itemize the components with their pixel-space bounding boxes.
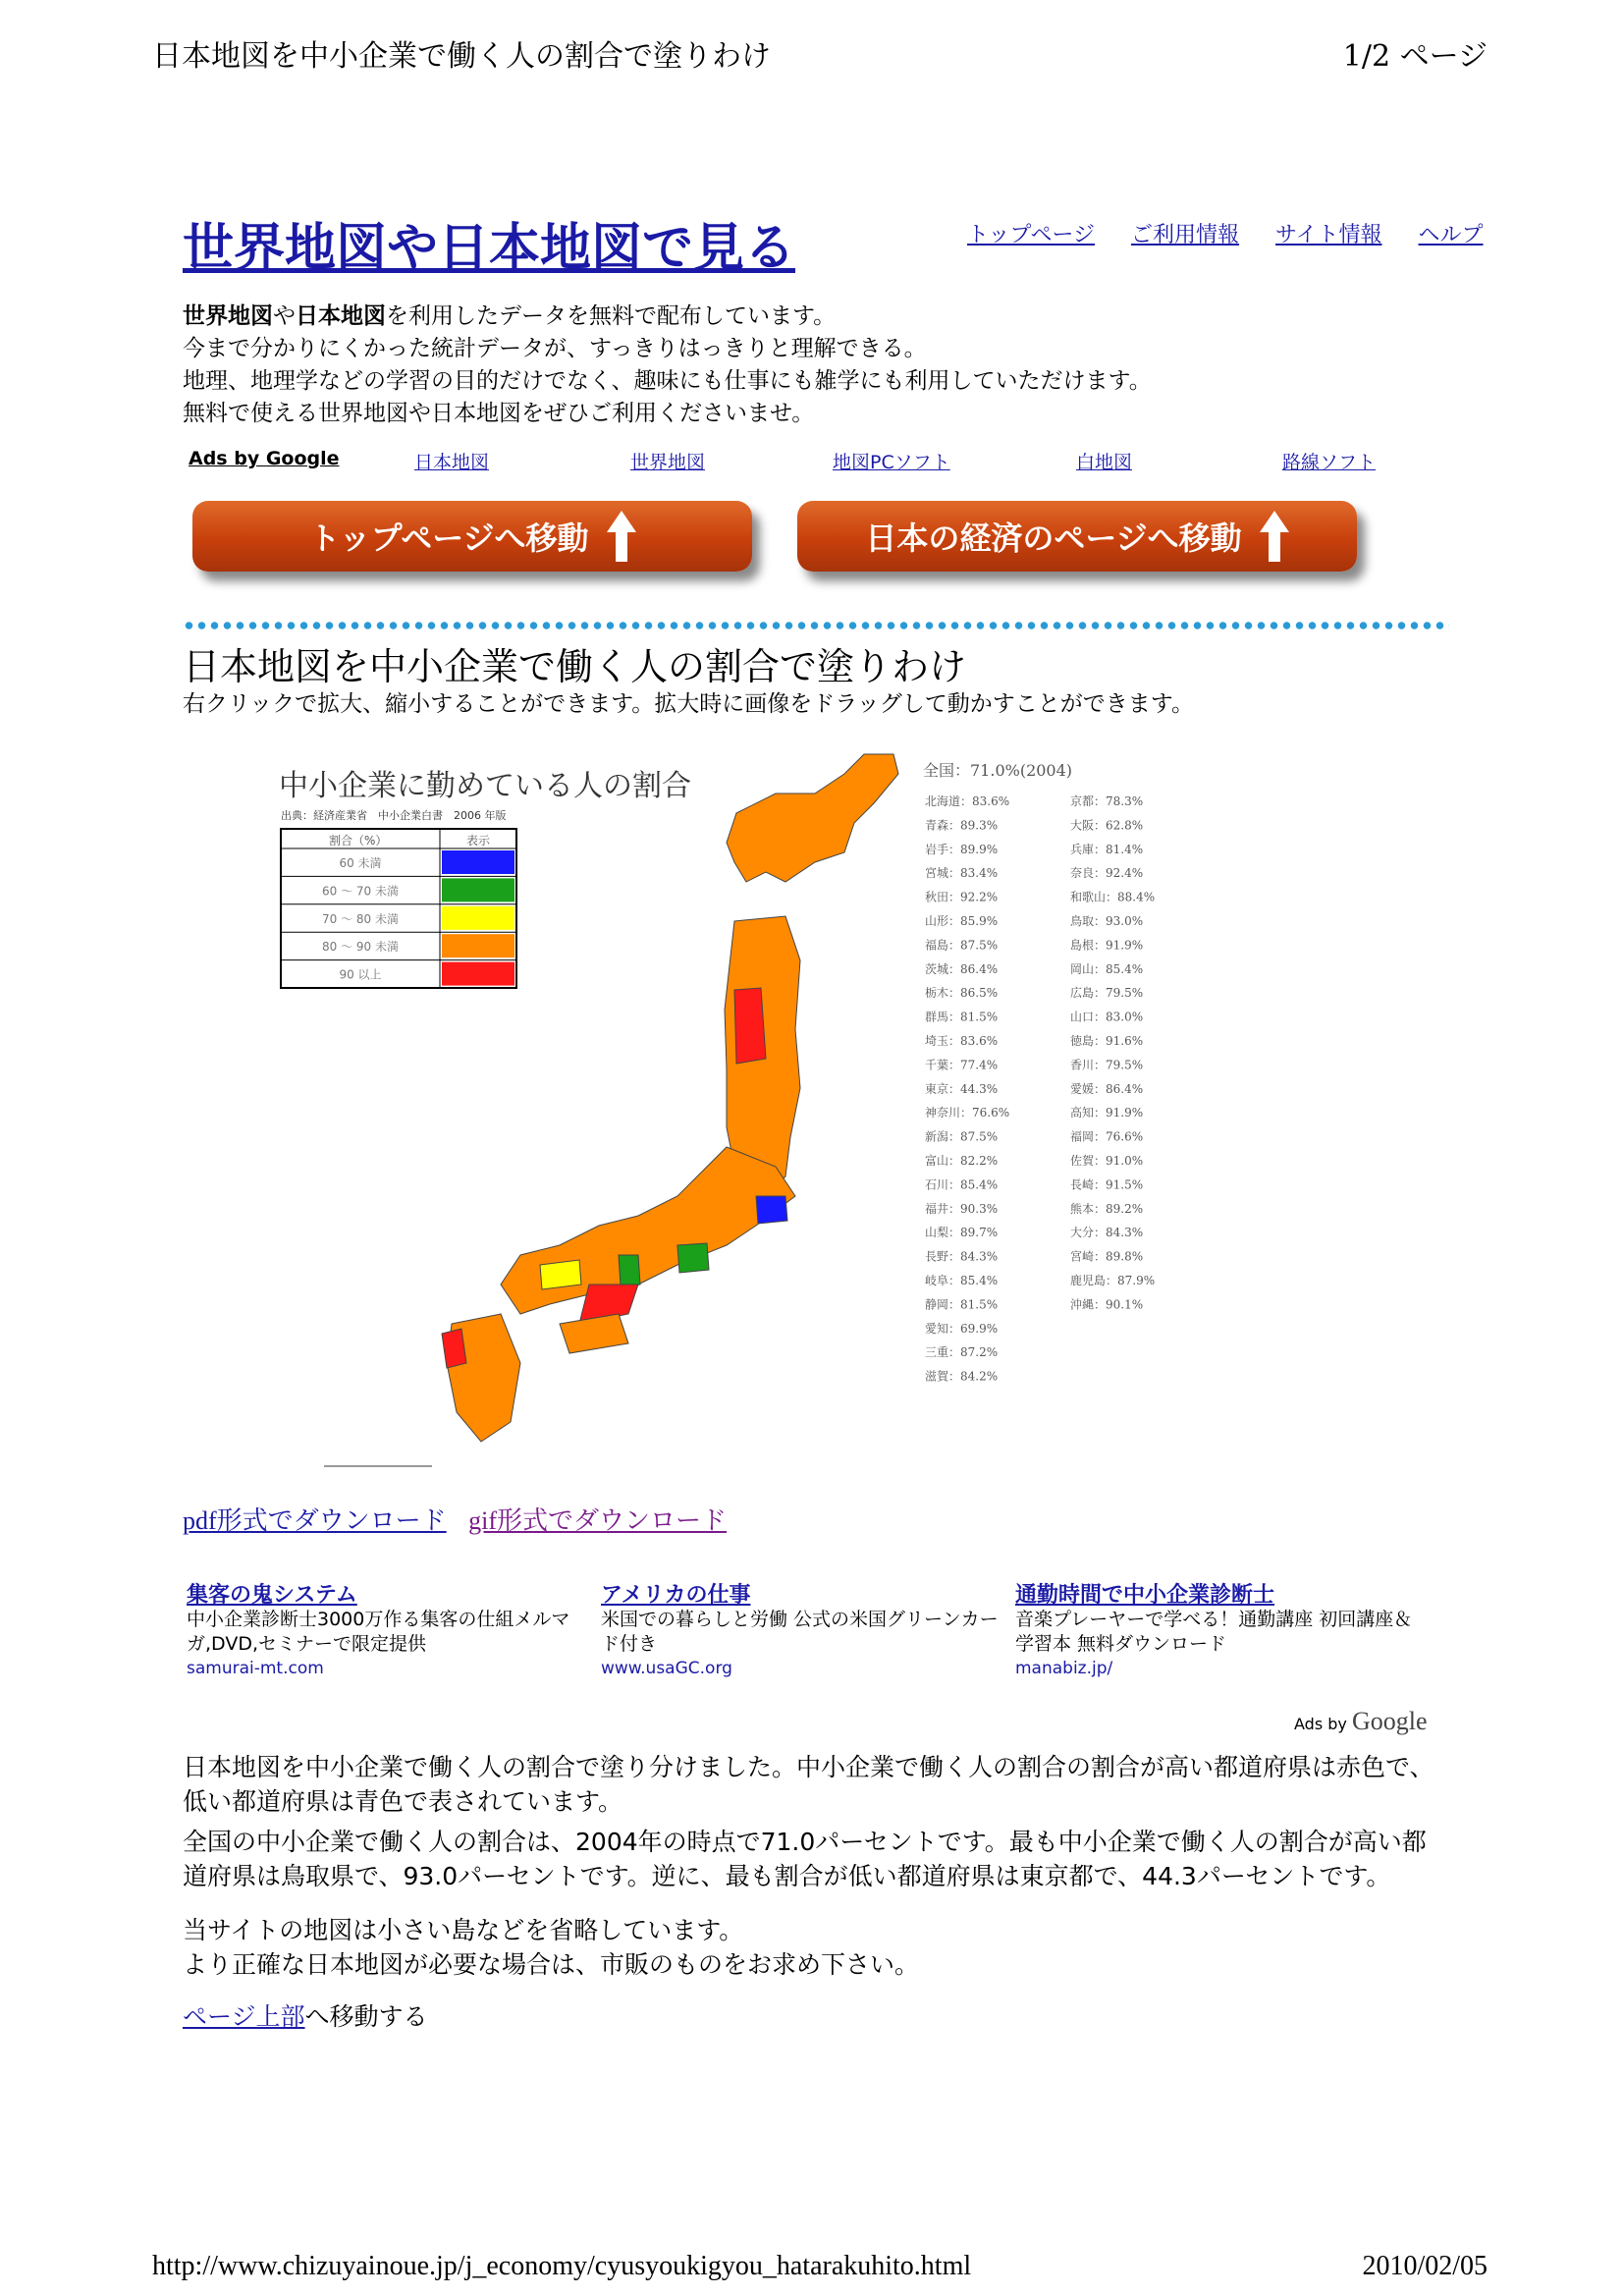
nav-top-page[interactable]: トップページ bbox=[967, 223, 1096, 247]
body-paragraph-3a: 当サイトの地図は小さい島などを省略しています。 bbox=[183, 1916, 744, 1944]
map-legend bbox=[281, 829, 516, 988]
prefecture-value: 愛媛：86.4% bbox=[1070, 1081, 1144, 1096]
prefecture-value: 福岡：76.6% bbox=[1070, 1129, 1144, 1144]
pdf-download-link[interactable]: pdf形式でダウンロード bbox=[183, 1506, 447, 1535]
intro-line: 無料で使える世界地図や日本地図をぜひご利用くださいませ。 bbox=[183, 401, 815, 426]
economy-page-button-label: 日本の経済のページへ移動 bbox=[865, 519, 1242, 557]
prefecture-list-1 bbox=[925, 794, 1009, 1384]
up-arrow-icon bbox=[607, 511, 636, 562]
section-title: 日本地図を中小企業で働く人の割合で塗りわけ bbox=[183, 645, 967, 688]
akita-shape bbox=[734, 988, 766, 1064]
prefecture-value: 秋田：92.2% bbox=[925, 890, 999, 904]
section-subtitle: 右クリックで拡大、縮小することができます。拡大時に画像をドラッグして動かすことができます。 bbox=[183, 691, 1194, 717]
economy-page-button[interactable] bbox=[797, 501, 1357, 572]
prefecture-value: 沖縄：90.1% bbox=[1070, 1297, 1144, 1312]
legend-swatch bbox=[442, 850, 514, 874]
prefecture-list-2 bbox=[1070, 793, 1155, 1311]
print-url: http://www.chizuyainoue.jp/j_economy/cyusyoukigyou_hatarakuhito.html bbox=[152, 2251, 972, 2281]
body-paragraph-3b: より正確な日本地図が必要な場合は、市販のものをお求め下さい。 bbox=[183, 1950, 920, 1979]
intro-keyword: 日本地図 bbox=[296, 303, 386, 329]
prefecture-value: 福島：87.5% bbox=[925, 938, 999, 953]
site-title-link[interactable]: 世界地図や日本地図で見る bbox=[183, 219, 796, 278]
ad-link-route-software[interactable]: 路線ソフト bbox=[1282, 452, 1377, 473]
nav-usage-info[interactable]: ご利用情報 bbox=[1131, 223, 1240, 247]
prefecture-value: 石川：85.4% bbox=[925, 1177, 999, 1192]
prefecture-value: 兵庫：81.4% bbox=[1070, 842, 1144, 856]
ads-by-text: Ads by bbox=[1294, 1715, 1347, 1733]
prefecture-value: 広島：79.5% bbox=[1070, 986, 1144, 1001]
ad-title[interactable]: 通勤時間で中小企業診断士 bbox=[1015, 1583, 1275, 1608]
shikoku-shape bbox=[560, 1314, 628, 1353]
map-title: 中小企業に勤めている人の割合 bbox=[279, 769, 691, 803]
google-logo: Google bbox=[1351, 1707, 1428, 1735]
body-paragraph-1: 日本地図を中小企業で働く人の割合で塗り分けました。中小企業で働く人の割合の割合が高い都道府県は赤色で、低い都道府県は青色で表されています。 bbox=[183, 1753, 1434, 1816]
prefecture-value: 福井：90.3% bbox=[925, 1201, 999, 1216]
ad-block[interactable] bbox=[1015, 1583, 1428, 1681]
prefecture-value: 岩手：89.9% bbox=[925, 842, 999, 856]
prefecture-value: 島根：91.9% bbox=[1070, 938, 1144, 953]
nav-site-info[interactable]: サイト情報 bbox=[1275, 223, 1382, 247]
intro-text bbox=[183, 301, 1361, 430]
print-title: 日本地図を中小企業で働く人の割合で塗りわけ bbox=[152, 39, 771, 74]
nagasaki-shape bbox=[442, 1329, 466, 1368]
hokkaido-shape bbox=[727, 754, 898, 882]
legend-label: 80 ～ 90 未満 bbox=[322, 940, 399, 955]
osaka-shape bbox=[619, 1255, 640, 1286]
intro-line: 今まで分かりにくかった統計データが、すっきりはっきりと理解できる。 bbox=[183, 336, 927, 361]
body-paragraph-2: 全国の中小企業で働く人の割合は、2004年の時点で71.0パーセントです。最も中小企業で働く人の割合が高い都道府県は鳥取県で、93.0パーセントです。逆に、最も割合が低い都道府県は東京都で、44.3パーセントです。 bbox=[183, 1828, 1427, 1890]
prefecture-value: 三重：87.2% bbox=[925, 1345, 999, 1360]
prefecture-value: 香川：79.5% bbox=[1070, 1058, 1144, 1072]
prefecture-value: 鳥取：93.0% bbox=[1070, 914, 1144, 928]
ad-url[interactable]: manabiz.jp/ bbox=[1015, 1659, 1113, 1678]
prefecture-value: 岐阜：85.4% bbox=[925, 1274, 999, 1287]
prefecture-value: 長野：84.3% bbox=[925, 1249, 999, 1264]
intro-line: 世界地図や日本地図を利用したデータを無料で配布しています。 bbox=[183, 303, 837, 329]
legend-label: 90 以上 bbox=[339, 967, 382, 982]
download-links bbox=[183, 1501, 742, 1537]
prefecture-value: 佐賀：91.0% bbox=[1070, 1154, 1144, 1168]
print-header bbox=[152, 31, 1488, 74]
prefecture-value: 静岡：81.5% bbox=[925, 1297, 999, 1312]
ad-title[interactable]: 集客の鬼システム bbox=[187, 1583, 357, 1608]
prefecture-value: 埼玉：83.6% bbox=[925, 1034, 999, 1048]
prefecture-value: 京都：78.3% bbox=[1070, 794, 1144, 808]
aichi-shape bbox=[677, 1243, 709, 1273]
legend-head-ratio: 割合（%） bbox=[329, 834, 388, 847]
ad-link-world-map[interactable]: 世界地図 bbox=[630, 452, 706, 473]
prefecture-value: 山梨：89.7% bbox=[925, 1226, 999, 1240]
tokyo-shape bbox=[756, 1196, 787, 1224]
ad-url[interactable]: www.usaGC.org bbox=[601, 1659, 732, 1678]
prefecture-value: 新潟：87.5% bbox=[925, 1129, 999, 1144]
prefecture-value: 鹿児島：87.9% bbox=[1070, 1274, 1156, 1287]
dotted-divider bbox=[183, 621, 1449, 630]
top-nav bbox=[967, 218, 1513, 248]
legend-label: 60 未満 bbox=[339, 856, 382, 870]
legend-swatch bbox=[442, 906, 514, 930]
ad-link-map-software[interactable]: 地図PCソフト bbox=[833, 452, 950, 473]
ads-by-google[interactable] bbox=[1294, 1707, 1428, 1736]
prefecture-value: 東京：44.3% bbox=[925, 1081, 999, 1096]
japan-map-image[interactable] bbox=[265, 735, 1237, 1481]
print-page-number: 1/2 ページ bbox=[1342, 39, 1488, 74]
print-footer bbox=[152, 2251, 1488, 2282]
prefecture-value: 宮城：83.4% bbox=[925, 866, 999, 881]
intro-keyword: 世界地図 bbox=[183, 303, 273, 329]
legend-swatch bbox=[442, 934, 514, 957]
prefecture-value: 奈良：92.4% bbox=[1070, 866, 1144, 881]
ad-block[interactable] bbox=[187, 1583, 599, 1681]
top-page-button-label: トップページへ移動 bbox=[308, 519, 589, 557]
legend-swatch bbox=[442, 878, 514, 902]
prefecture-value: 宮崎：89.8% bbox=[1070, 1249, 1144, 1264]
ad-description: 音楽プレーヤーで学べる！通勤講座 初回講座＆学習本 無料ダウンロード bbox=[1015, 1609, 1413, 1655]
prefecture-value: 富山：82.2% bbox=[925, 1154, 999, 1168]
prefecture-value: 千葉：77.4% bbox=[925, 1058, 999, 1072]
prefecture-value: 大阪：62.8% bbox=[1070, 818, 1144, 833]
prefecture-value: 群馬：81.5% bbox=[925, 1010, 999, 1024]
prefecture-value: 北海道：83.6% bbox=[925, 794, 1010, 808]
ad-description: 中小企業診断士3000万作る集客の仕組メルマガ,DVD,セミナーで限定提供 bbox=[187, 1609, 570, 1655]
intro-line: 地理、地理学などの学習の目的だけでなく、趣味にも仕事にも雑学にも利用していただけます。 bbox=[183, 368, 1152, 394]
ad-link-blank-map[interactable]: 白地図 bbox=[1076, 452, 1133, 473]
prefecture-value: 徳島：91.6% bbox=[1070, 1034, 1144, 1048]
ad-block[interactable] bbox=[601, 1583, 1013, 1681]
prefecture-value: 高知：91.9% bbox=[1070, 1106, 1144, 1121]
map-source: 出典：経済産業省 中小企業白書 2006 年版 bbox=[281, 809, 507, 822]
ad-title[interactable]: アメリカの仕事 bbox=[601, 1583, 751, 1608]
page-top-line bbox=[183, 1997, 428, 2033]
prefecture-value: 栃木：86.5% bbox=[925, 986, 999, 1001]
prefecture-value: 長崎：91.5% bbox=[1070, 1177, 1144, 1192]
prefecture-value: 青森：89.3% bbox=[925, 818, 999, 833]
japan-map-svg bbox=[265, 735, 1237, 1481]
prefecture-value: 茨城：86.4% bbox=[925, 961, 999, 976]
prefecture-value: 岡山：85.4% bbox=[1070, 961, 1144, 976]
prefecture-value: 山形：85.9% bbox=[925, 914, 999, 928]
up-arrow-icon bbox=[1260, 511, 1289, 562]
prefecture-value: 滋賀：84.2% bbox=[925, 1369, 999, 1384]
prefecture-value: 熊本：89.2% bbox=[1070, 1201, 1144, 1216]
nav-help[interactable]: ヘルプ bbox=[1418, 223, 1484, 247]
gif-download-link[interactable]: gif形式でダウンロード bbox=[468, 1506, 728, 1535]
ad-link-japan-map[interactable]: 日本地図 bbox=[414, 452, 490, 473]
ad-description: 米国での暮らしと労働 公式の米国グリーンカード付き bbox=[601, 1609, 999, 1655]
west-yellow-shape bbox=[540, 1260, 581, 1289]
prefecture-value: 和歌山：88.4% bbox=[1070, 890, 1156, 904]
legend-label: 70 ～ 80 未満 bbox=[322, 911, 399, 926]
national-value: 全国：71.0%(2004) bbox=[923, 761, 1073, 780]
legend-label: 60 ～ 70 未満 bbox=[322, 884, 399, 899]
ad-url[interactable]: samurai-mt.com bbox=[187, 1659, 324, 1678]
ads-by-google-label[interactable]: Ads by Google bbox=[189, 448, 340, 469]
page-top-rest: へ移動する bbox=[304, 2002, 428, 2031]
prefecture-value: 山口：83.0% bbox=[1070, 1010, 1144, 1024]
legend-head-display: 表示 bbox=[466, 834, 491, 847]
prefecture-value: 大分：84.3% bbox=[1070, 1226, 1144, 1240]
print-date: 2010/02/05 bbox=[1362, 2251, 1488, 2281]
prefecture-value: 神奈川：76.6% bbox=[925, 1106, 1010, 1121]
prefecture-value: 愛知：69.9% bbox=[925, 1321, 999, 1336]
legend-swatch bbox=[442, 962, 514, 986]
top-page-button[interactable] bbox=[192, 501, 752, 572]
page-top-link[interactable]: ページ上部 bbox=[183, 2002, 305, 2031]
